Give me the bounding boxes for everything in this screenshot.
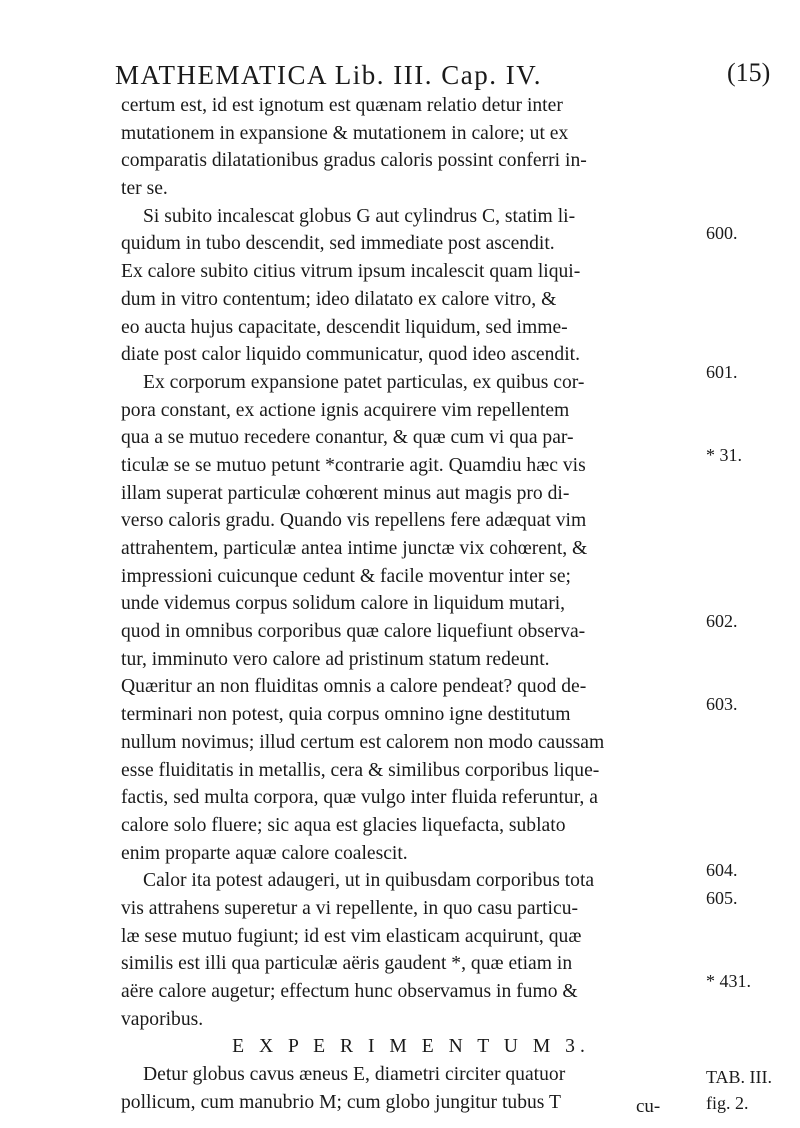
text-line: factis, sed multa corpora, quæ vulgo inter fluida referuntur, a — [121, 787, 598, 809]
text-line: impressioni cuicunque cedunt & facile moventur inter se; — [121, 565, 571, 587]
text-line: ticulæ se se mutuo petunt *contrarie agit. Quamdiu hæc vis — [121, 454, 586, 476]
text-line: quod in omnibus corporibus quæ calore liquefiunt observa- — [121, 621, 586, 643]
text-line: verso caloris gradu. Quando vis repellens fere adæquat vim — [121, 510, 587, 532]
text-line: qua a se mutuo recedere conantur, & quæ cum vi qua par- — [121, 427, 574, 449]
text-line: Ex calore subito citius vitrum ipsum incalescit quam liqui- — [121, 261, 581, 283]
text-line: diate post calor liquido communicatur, quod ideo ascendit. — [121, 344, 581, 366]
text-line: eo aucta hujus capacitate, descendit liquidum, sed imme- — [121, 316, 568, 338]
text-line: nullum novimus; illud certum est calorem non modo caussam — [121, 731, 605, 753]
text-line: enim proparte aquæ calore coalescit. — [121, 842, 408, 864]
text-line: tur, imminuto vero calore ad pristinum statum redeunt. — [121, 648, 550, 670]
text-line: Calor ita potest adaugeri, ut in quibusdam corporibus tota — [143, 870, 595, 892]
text-line: calore solo fluere; sic aqua est glacies liquefacta, sublato — [121, 814, 566, 836]
text-line: illam superat particulæ cohœrent minus aut magis pro di- — [121, 482, 570, 504]
text-line: vis attrahens superetur a vi repellente, in quo casu particu- — [121, 897, 579, 919]
text-line: pora constant, ex actione ignis acquirere vim repellentem — [121, 399, 570, 421]
text-line: esse fluiditatis in metallis, cera & similibus corporibus lique- — [121, 759, 600, 781]
margin-note-tab: TAB. III. — [706, 1067, 773, 1087]
margin-note-600: 600. — [706, 223, 738, 243]
text-line: ter se. — [121, 178, 168, 200]
page-number: (15) — [727, 58, 771, 87]
page-body — [121, 92, 701, 1116]
text-line: pollicum, cum manubrio M; cum globo jungitur tubus T — [121, 1091, 561, 1113]
margin-note-431: * 431. — [706, 971, 751, 991]
text-line: Si subito incalescat globus G aut cylindrus C, statim li- — [143, 205, 576, 227]
margin-note-605: 605. — [706, 888, 738, 908]
text-line: vaporibus. — [121, 1008, 204, 1030]
margin-note-604: 604. — [706, 860, 738, 880]
experiment-heading: E X P E R I M E N T U M 3. — [232, 1036, 590, 1058]
text-line: Ex corporum expansione patet particulas, ex quibus cor- — [143, 371, 585, 393]
text-line: læ sese mutuo fugiunt; id est vim elasticam acquirunt, quæ — [121, 925, 582, 947]
text-line: attrahentem, particulæ antea intime junctæ vix cohœrent, & — [121, 538, 588, 559]
text-line: certum est, id est ignotum est quænam relatio detur inter — [121, 95, 563, 116]
text-line: aëre calore augetur; effectum hunc observamus in fumo & — [121, 981, 578, 1002]
margin-note-31: * 31. — [706, 445, 742, 465]
catchword: cu- — [636, 1096, 661, 1117]
text-line: unde videmus corpus solidum calore in liquidum mutari, — [121, 593, 566, 615]
text-line: comparatis dilatationibus gradus caloris possint conferri in- — [121, 150, 587, 172]
text-line: Detur globus cavus æneus E, diametri circiter quatuor — [143, 1064, 566, 1086]
text-line: mutationem in expansione & mutationem in calore; ut ex — [121, 122, 569, 144]
margin-note-603: 603. — [706, 694, 738, 714]
text-line: dum in vitro contentum; ideo dilatato ex calore vitro, & — [121, 288, 557, 310]
text-line: terminari non potest, quia corpus omnino igne destitutum — [121, 704, 571, 726]
text-line: similis est illi qua particulæ aëris gaudent *, quæ etiam in — [121, 953, 573, 975]
running-title: MATHEMATICA Lib. III. Cap. IV. — [115, 60, 542, 90]
margin-note-601: 601. — [706, 362, 738, 382]
margin-note-602: 602. — [706, 611, 738, 631]
margin-note-fig: fig. 2. — [706, 1093, 749, 1113]
text-line: Quæritur an non fluiditas omnis a calore pendeat? quod de- — [121, 676, 587, 698]
text-line: quidum in tubo descendit, sed immediate post ascendit. — [121, 233, 555, 255]
